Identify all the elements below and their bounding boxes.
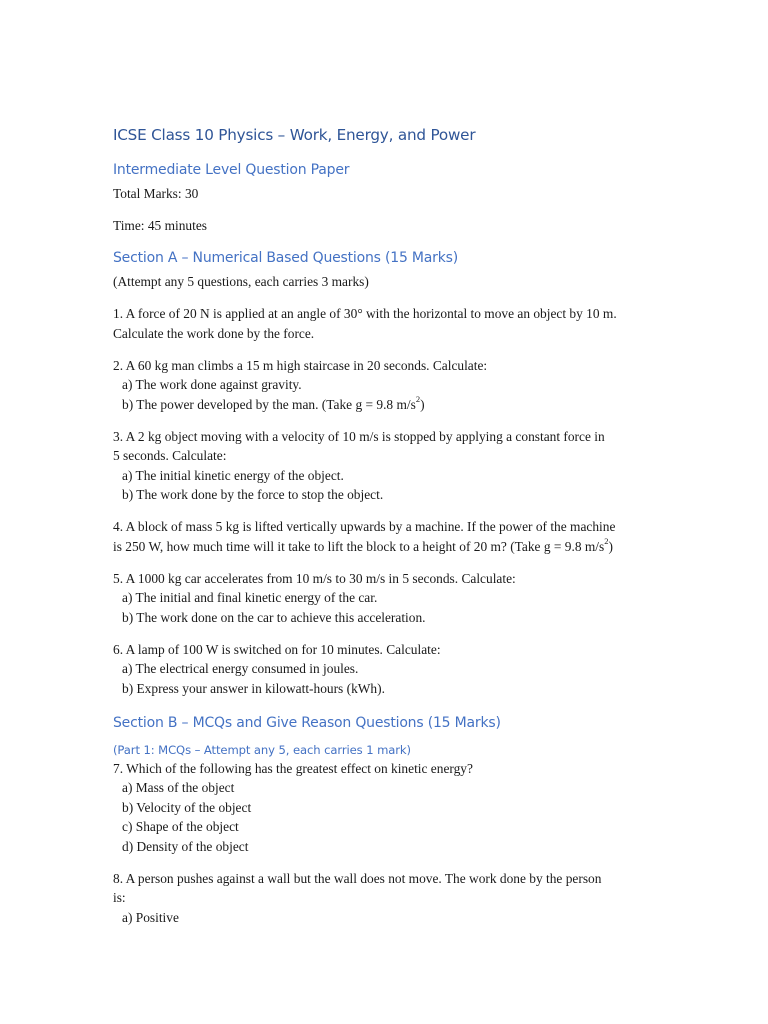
question-stem-line: 4. A block of mass 5 kg is lifted vertically upwards by a machine. If the power of the machine bbox=[113, 519, 616, 534]
question-option: c) Shape of the object bbox=[122, 819, 239, 834]
question-block bbox=[113, 869, 658, 928]
section-a-instruction: (Attempt any 5 questions, each carries 3 marks) bbox=[113, 274, 369, 289]
total-marks: Total Marks: 30 bbox=[113, 186, 199, 201]
question-option: b) The work done on the car to achieve this acceleration. bbox=[122, 609, 426, 625]
question-option: d) Density of the object bbox=[122, 838, 249, 854]
question-block bbox=[113, 759, 658, 857]
time-allowed: Time: 45 minutes bbox=[113, 217, 207, 233]
question-option: a) Positive bbox=[122, 909, 179, 925]
section-a-heading: Section A – Numerical Based Questions (15 Marks) bbox=[113, 250, 458, 266]
page-title: ICSE Class 10 Physics – Work, Energy, and Power bbox=[113, 126, 476, 144]
question-block bbox=[113, 517, 658, 556]
question-option: b) Express your answer in kilowatt-hours (kWh). bbox=[122, 680, 385, 696]
question-option: b) The work done by the force to stop the object. bbox=[122, 487, 384, 502]
superscript: 2 bbox=[604, 536, 609, 547]
question-block bbox=[113, 569, 658, 628]
question-block bbox=[113, 640, 658, 699]
question-stem-line: 3. A 2 kg object moving with a velocity of 10 m/s is stopped by applying a constant force in bbox=[113, 428, 605, 444]
question-stem-line: 6. A lamp of 100 W is switched on for 10 minutes. Calculate: bbox=[113, 641, 441, 657]
question-option: a) The work done against gravity. bbox=[122, 377, 302, 392]
section-a-question-list bbox=[113, 304, 658, 698]
question-option: b) The power developed by the man. (Take g = 9.8 $m/s^2$) bbox=[122, 394, 425, 412]
section-b-question-list bbox=[113, 759, 658, 928]
question-stem-line: is 250 W, how much time will it take to lift the block to a height of 20 m? (Take g = 9.8 $m/s^2$) bbox=[113, 536, 613, 554]
question-stem-line: 5 seconds. Calculate: bbox=[113, 448, 227, 463]
question-option: a) The electrical energy consumed in joules. bbox=[122, 661, 359, 676]
section-b-heading: Section B – MCQs and Give Reason Questions (15 Marks) bbox=[113, 714, 501, 731]
question-block bbox=[113, 304, 658, 343]
question-option: a) The initial kinetic energy of the object. bbox=[122, 467, 344, 483]
question-stem-line: 2. A 60 kg man climbs a 15 m high staircase in 20 seconds. Calculate: bbox=[113, 357, 488, 373]
question-stem-line: 7. Which of the following has the greatest effect on kinetic energy? bbox=[113, 760, 473, 776]
question-stem-line: 8. A person pushes against a wall but the wall does not move. The work done by the person bbox=[113, 870, 602, 886]
question-stem-line: is: bbox=[113, 890, 126, 905]
question-stem-line: 1. A force of 20 N is applied at an angle of 30° with the horizontal to move an object by 10 m. bbox=[113, 306, 617, 321]
question-option: a) The initial and final kinetic energy of the car. bbox=[122, 590, 378, 605]
section-b-part1-heading: (Part 1: MCQs – Attempt any 5, each carries 1 mark) bbox=[113, 742, 411, 757]
document-page bbox=[113, 122, 658, 940]
question-block bbox=[113, 427, 658, 505]
question-block bbox=[113, 356, 658, 415]
question-stem-line: Calculate the work done by the force. bbox=[113, 325, 315, 341]
question-stem-line: 5. A 1000 kg car accelerates from 10 m/s to 30 m/s in 5 seconds. Calculate: bbox=[113, 570, 516, 586]
question-option: b) Velocity of the object bbox=[122, 799, 252, 815]
superscript: 2 bbox=[415, 394, 421, 405]
paper-subtitle: Intermediate Level Question Paper bbox=[113, 162, 350, 178]
question-option: a) Mass of the object bbox=[122, 780, 235, 795]
